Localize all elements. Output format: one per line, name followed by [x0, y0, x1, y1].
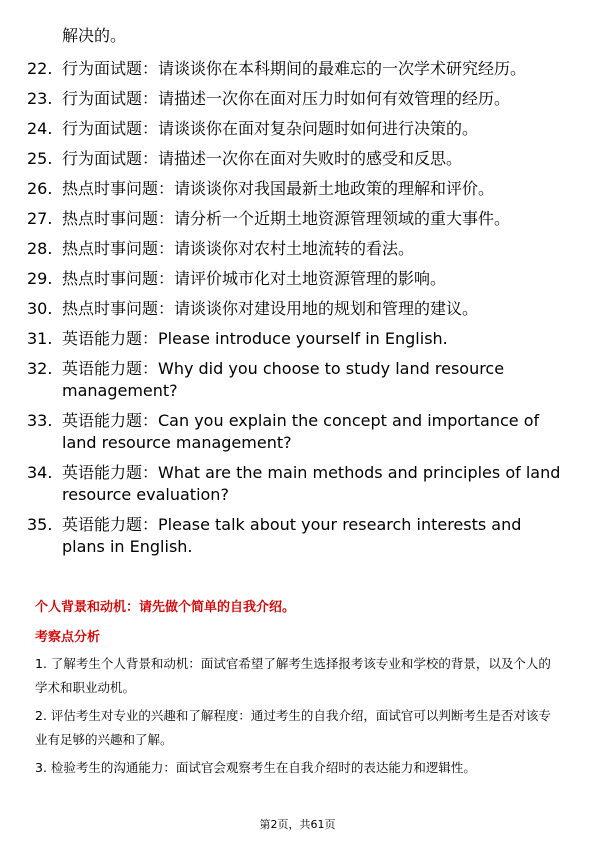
- analysis-heading: 考察点分析: [35, 630, 101, 645]
- question-text: 英语能力题：What are the main methods and principles of land resource evaluation?: [62, 463, 561, 504]
- list-item: [27, 118, 567, 140]
- list-item: [27, 298, 567, 320]
- question-text: 热点时事问题：请谈谈你对建设用地的规划和管理的建议。: [62, 299, 479, 318]
- section-heading: 个人背景和动机：请先做个简单的自我介绍。: [35, 600, 296, 615]
- question-number: 33.: [27, 411, 53, 430]
- question-number: 29.: [27, 269, 53, 288]
- question-number: 27.: [27, 209, 53, 228]
- list-item: [27, 88, 567, 110]
- analysis-item: 2. 评估考生对专业的兴趣和了解程度：通过考生的自我介绍，面试官可以判断考生是否对该专业有足够的兴趣和了解。: [35, 708, 551, 747]
- question-text: 英语能力题：Can you explain the concept and importance of land resource management?: [62, 411, 540, 452]
- list-item: [27, 208, 567, 230]
- question-text: 行为面试题：请描述一次你在面对失败时的感受和反思。: [62, 149, 463, 168]
- question-number: 34.: [27, 463, 53, 482]
- list-item: [27, 358, 567, 402]
- question-text: 热点时事问题：请分析一个近期土地资源管理领域的重大事件。: [62, 209, 511, 228]
- question-text: 热点时事问题：请谈谈你对我国最新土地政策的理解和评价。: [62, 179, 495, 198]
- list-item: [27, 148, 567, 170]
- list-item: [27, 514, 567, 558]
- question-number: 35.: [27, 515, 53, 534]
- question-number: 24.: [27, 119, 53, 138]
- question-number: 23.: [27, 89, 53, 108]
- page-footer: 第2页，共61页: [259, 818, 336, 831]
- question-number: 30.: [27, 299, 53, 318]
- list-item: [27, 462, 567, 506]
- analysis-item: 3. 检验考生的沟通能力：面试官会观察考生在自我介绍时的表达能力和逻辑性。: [35, 760, 476, 775]
- question-number: 28.: [27, 239, 53, 258]
- question-text: 行为面试题：请谈谈你在本科期间的最难忘的一次学术研究经历。: [62, 59, 527, 78]
- question-number: 31.: [27, 329, 53, 348]
- list-item: [27, 268, 567, 290]
- question-list: [27, 58, 567, 566]
- question-number: 22.: [27, 59, 53, 78]
- analysis-item: 1. 了解考生个人背景和动机：面试官希望了解考生选择报考该专业和学校的背景，以及个人的学术和职业动机。: [35, 656, 551, 695]
- question-number: 25.: [27, 149, 53, 168]
- continuation-text: 解决的。: [62, 26, 127, 45]
- question-number: 26.: [27, 179, 53, 198]
- analysis-list: [35, 652, 560, 784]
- list-item: [27, 58, 567, 80]
- question-number: 32.: [27, 359, 53, 378]
- list-item: [27, 410, 567, 454]
- list-item: [27, 238, 567, 260]
- question-text: 英语能力题：Please introduce yourself in English.: [62, 329, 448, 348]
- question-text: 热点时事问题：请谈谈你对农村土地流转的看法。: [62, 239, 415, 258]
- question-text: 英语能力题：Why did you choose to study land resource management?: [62, 359, 505, 400]
- list-item: [27, 328, 567, 350]
- list-item: [27, 178, 567, 200]
- question-text: 行为面试题：请谈谈你在面对复杂问题时如何进行决策的。: [62, 119, 479, 138]
- question-text: 热点时事问题：请评价城市化对土地资源管理的影响。: [62, 269, 447, 288]
- question-text: 英语能力题：Please talk about your research interests and plans in English.: [62, 515, 522, 556]
- question-text: 行为面试题：请描述一次你在面对压力时如何有效管理的经历。: [62, 89, 511, 108]
